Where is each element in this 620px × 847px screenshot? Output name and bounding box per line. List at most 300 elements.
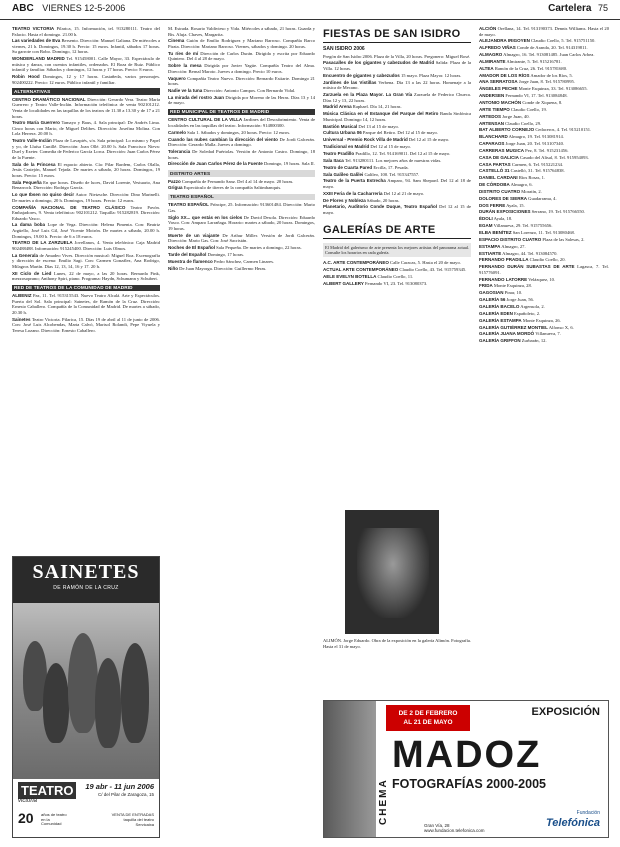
ad-chema-label: CHEMA: [378, 778, 389, 825]
listing-name: CASTELLÓ 31: [479, 168, 510, 174]
listing-entry: [479, 79, 609, 85]
column-1: [12, 26, 160, 546]
listing-entry: [479, 127, 609, 133]
listing-name: DANIEL CARDANI: [479, 175, 518, 181]
listing-entry: [12, 192, 160, 203]
listing-name: TEATRO VICTORIA: [12, 26, 55, 31]
listing-name: Zarzuela en la Plaza Mayor. La Gran Vía: [323, 92, 413, 98]
listing-name: BLANCHARD: [479, 134, 508, 140]
listing-name: Sala de la Princesa: [12, 161, 56, 167]
listing-entry: [479, 338, 609, 344]
listing-entry: [168, 95, 315, 106]
listing-text: Paz, 11. Tel. 915315543. Nuevo Teatro Alcalá. Arte y Espectáculos. Puerta del Sol. Sala principal: Sainetes, de Ramón de la Cruz. Dirección: Ernesto Caballero. Compañía de la Comunidad de Madrid. De martes a sábado, 20.30 h.: [12, 293, 160, 316]
listing-entry: [168, 130, 315, 136]
listing-text: Jorge Juan, 56.: [506, 297, 534, 303]
listing-text: De Jordi Galcerán. Dirección: Gerardo Malla. Jueves a domingo.: [168, 136, 315, 148]
listing-name: GAGOSIAN: [479, 290, 504, 296]
galerias-title: GALERÍAS DE ARTE: [323, 224, 471, 239]
listing-name: Cuando las nubes cambian la dirección del viento: [168, 136, 278, 142]
listing-text: El espacio abierto. Cía: Pilar Bardem, Carlos Olalla, Jesús Castejón, Manuel Tejada. De martes a sábado, 20 horas. Domingos, 19 horas. Precio: 15 euros.: [12, 161, 160, 178]
listing-text: Serrano, 19. Tel. 915766550.: [531, 209, 585, 215]
listing-name: EGAM: [479, 223, 493, 229]
listing-name: ARTEDOS: [479, 113, 502, 119]
listing-text: Ayala, 15.: [506, 202, 525, 208]
listing-entry: [168, 117, 315, 128]
listing-entry: [323, 130, 471, 136]
listing-text: Almagro, 6.: [510, 182, 533, 188]
gallery-caption: ALIMÓN. Jorge Eduardo. Obra de la exposición en la galería Alimón. Fotografía. Hasta el 31 de mayo.: [323, 638, 471, 649]
listing-text: Monte Esquinza, 33. Tel. 913086655.: [518, 86, 588, 92]
listing-entry: [12, 74, 160, 85]
listing-name: Sala Galileo Galilei: [323, 171, 364, 177]
listing-text: Tamayo y Baus, 4. Sala principal: De Andrés Lima. Cinco horas con Mario, de Miguel Delibes. Dirección: Josefina Molina. Con Lola Herrera. 20.00 h.: [12, 120, 160, 137]
listing-name: ACTUAL ARTE CONTEMPORÁNEO: [323, 266, 399, 272]
listing-entry: [168, 26, 315, 37]
listing-entry: [479, 86, 609, 92]
listing-text: Del 12 al 15 de mayo.: [408, 137, 450, 143]
listing-text: Claudio Coello, 11.: [377, 273, 414, 279]
listing-text: Conde de Aranda, 20. Tel. 914319811.: [516, 45, 588, 51]
listing-entry: [479, 311, 609, 317]
listing-name: Teatro Pradillo: [323, 151, 355, 157]
listing-entry: [168, 38, 315, 49]
listing-name: GALERÍA EDEN: [479, 310, 513, 316]
madoz-exhibition-advertisement[interactable]: [323, 700, 609, 838]
listing-name: ALBENIZ: [12, 293, 32, 299]
listing-entry: [479, 283, 609, 289]
ad-title: SAINETES: [32, 561, 140, 583]
listing-name: Sala Itaca: [323, 157, 344, 163]
section-band-distrito-artes: DISTRITO ARTES: [168, 170, 315, 177]
listing-text: Domingos, 12 y 17 horas. Castañeda, varios personajes. 902400222. Precio: 12 euros. Público infantil y familiar.: [12, 74, 160, 85]
listing-name: ANDERSEN: [479, 93, 505, 99]
listing-text: Sala Pequeña. De martes a domingo, 22 horas.: [216, 245, 302, 251]
listing-name: XII Ciclo de Lied: [12, 270, 52, 276]
listing-text: Jorge Juan, 40.: [502, 113, 530, 119]
listing-text: Claudio Coello, 43. Tel. 915759345.: [399, 266, 467, 272]
listing-entry: [479, 175, 609, 181]
listing-text: Calle Caracas, 5. Hasta el 20 de mayo.: [390, 259, 461, 265]
listing-name: GALERÍA BACELO: [479, 304, 520, 309]
listing-text: Castelló, 31. Tel. 915764838.: [510, 168, 565, 174]
masthead-left: [12, 3, 125, 14]
listing-name: GALERÍA JUANA MORDÓ: [479, 331, 535, 337]
listing-text: De Soledad Puértolas. Versión de Antonio Castro. Domingo, 18 horas.: [168, 149, 315, 160]
listing-text: Pilarica, 15. Información, tel. 913280111. Teatro del Palacio. Hasta el domingo. 21.00 h.: [12, 26, 160, 37]
listing-name: BAT ALBERTO CORNEJO: [479, 127, 535, 133]
listing-name: A.C. ARTE CONTEMPORÁNEO: [323, 259, 389, 265]
listing-text: Salida: Plaza de la Villa. 12 horas.: [323, 60, 471, 71]
ad-madoz-title: MADOZ: [392, 734, 542, 776]
listing-text: Ramón de la Cruz, 26. Tel. 915781680.: [494, 65, 568, 71]
listing-name: Teatro de la Puerta Estrecha: [323, 178, 386, 184]
listing-entry: [168, 76, 315, 87]
listing-name: DOLORES DE SIERRA: [479, 195, 528, 201]
listing-text: Fernando VI, 23. Tel. 913080373.: [365, 280, 428, 286]
listing-name: Cultura Urbana 06: [323, 130, 362, 136]
sainetes-advertisement[interactable]: [12, 556, 160, 838]
listing-entry: [323, 172, 471, 178]
listing-name: Pazzo: [168, 178, 181, 184]
listing-text: Moratín, 2.: [521, 188, 542, 194]
listing-text: Tel. 915458001. Calle Mayor, 33. Espectáculo de música y danza, con cuentos infantiles, ordenados. El Boza de Ruiz. Público infantil y familiar. Sábados y domingos, 12 horas y 17 horas. Precio: 8 euros.: [12, 56, 160, 73]
listing-entry: [479, 257, 609, 263]
listing-entry: [168, 233, 315, 244]
listing-entry: [479, 134, 609, 140]
listing-name: ÉDOLI: [479, 216, 493, 222]
listing-entry: [479, 162, 609, 168]
listing-text: Zarzuela de Federico Chueca. Días 12 y 13, 22 horas.: [323, 92, 471, 103]
listing-entry: [479, 114, 609, 120]
listing-entry: [479, 216, 609, 222]
san-isidro-subhead: SAN ISIDRO 2006: [323, 46, 365, 52]
listing-entry: [323, 198, 471, 204]
ad-exposicion-label: EXPOSICIÓN: [531, 706, 600, 718]
listing-text: Plaza de las Salesas, 2.: [542, 236, 585, 242]
listing-entry: [479, 304, 609, 310]
listing-entry: [168, 51, 315, 62]
listing-text: Compañía Teatro Nuevo. Dirección: Bernardo Estiarte. Domingo 21 horas.: [168, 75, 315, 87]
listing-entry: [323, 111, 471, 122]
listing-name: TEATRO ESPAÑOL: [168, 202, 209, 208]
listing-entry: [479, 66, 609, 72]
listing-entry: [12, 56, 160, 73]
gallery-photo: [323, 508, 471, 636]
listing-entry: [168, 88, 315, 94]
listing-text: Domingo, 17 horas.: [207, 252, 245, 258]
listing-name: ALBERT GALLERY: [323, 280, 364, 286]
gallery-photo-frame: [345, 510, 439, 634]
listing-name: Bastión Musical: [323, 123, 358, 129]
ad-subtitle: DE RAMÓN DE LA CRUZ: [53, 585, 119, 591]
listing-name: FERNANDO LATORRE: [479, 276, 528, 282]
gallery-photo-subject: [357, 528, 429, 618]
masthead-right: [548, 3, 608, 14]
listing-name: Vaquero: [168, 75, 186, 81]
listing-text: Jardines del Descubrimiento. Venta de localidades en las taquillas del teatro. Información: 914800300.: [168, 117, 315, 128]
listing-entry: [479, 244, 609, 250]
listing-entry: [479, 277, 609, 283]
listing-entry: [323, 92, 471, 103]
listing-text: Sábado, 20 horas.: [366, 197, 400, 203]
brand-logo: ABC: [12, 3, 34, 14]
listing-entry: [12, 253, 160, 270]
listing-entry: [168, 161, 315, 167]
listing-name: ÁNGELES PECHE: [479, 86, 518, 92]
ad-ticket-info: VENTA DE ENTRADAS taquilla del teatro Servicaixa: [111, 812, 154, 827]
listing-name: Planetario, Auditorio Conde Duque, Teatro Español: [323, 204, 438, 210]
listing-name: CARRERAS MUGICA: [479, 147, 524, 153]
listing-name: Robin Hood: [12, 74, 40, 80]
listing-entry: [479, 331, 609, 337]
listing-name: DISTRITO CUATRO: [479, 188, 521, 194]
listing-entry: [168, 259, 315, 265]
listing-text: Galileo, 100. Tel. 915347557.: [364, 171, 420, 177]
listing-entry: [479, 230, 609, 236]
listing-entry: [323, 54, 471, 60]
listing-entry: [12, 317, 160, 334]
listing-text: Casado del Alisal, 8. Tel. 915954093.: [520, 154, 589, 160]
listing-text: Del 12 al 21 de mayo.: [383, 190, 425, 196]
listing-text: Alfonso X, 6.: [548, 324, 574, 330]
listing-text: Pradillo, 12. Tel. 914169011. Del 12 al 15 de mayo.: [355, 151, 451, 157]
listing-name: Sainetes: [12, 316, 31, 322]
listing-entry: [479, 168, 609, 174]
listing-text: Cedaceros, 4. Tel. 915210151.: [535, 127, 592, 133]
listing-name: FRIDA: [479, 283, 493, 289]
listing-name: Jardines de las Vistillas: [323, 79, 377, 85]
listing-entry: [168, 215, 315, 232]
listing-text: Amparo, 94. Sam Shepard. Del 12 al 18 de mayo.: [323, 178, 471, 189]
listing-text: Monte Esquinza, 28.: [493, 283, 532, 289]
listing-text: Autor: Nietzsche. Dirección: Dino Marinelli. De martes a domingo, 20 h. Domingos, 19 horas. Precio: 12 euros.: [12, 192, 160, 203]
listing-name: Música Clásica en el Estanque del Parque del Retiro: [323, 111, 439, 117]
listing-text: Dirigida por Javier Yagüe. Compañía Teatro del Alma. Dirección: Bernal Maroto. Jueves a domingo. Precio 10 euros.: [168, 63, 315, 74]
listing-entry: [323, 204, 471, 215]
listing-text: De David Desola. Dirección: Eduardo Vasco. Con: Amparo Larrañaga. Horario: martes a sábado, 20 horas. Domingos, 19 horas.: [168, 214, 315, 231]
section-band-red-municipal: RED MUNICIPAL DE TEATROS DE MADRID: [168, 109, 315, 116]
listing-entry: [323, 178, 471, 189]
listing-text: Tel. 913280111. Los mejores años de nuestras vidas.: [344, 157, 442, 163]
listing-text: Dirección: Antonio Campos. Con Bernardo Vidal.: [203, 87, 296, 93]
listing-text: Amador de los Ríos, 5.: [530, 72, 573, 78]
listing-entry: [12, 180, 160, 191]
listing-entry: [479, 93, 609, 99]
listing-text: Jorge Juan, 20. Tel. 913107340.: [505, 141, 565, 147]
listing-name: CENTRO DRAMÁTICO NACIONAL: [12, 96, 86, 102]
listing-entry: [168, 266, 315, 272]
listing-text: M. Estrada. Rosario Valdivieso y Vida. Miércoles a sábado, 21 horas. Guarda y Bis. Aluja. Chaves, Margarita.: [168, 26, 315, 37]
section-name: Cartelera: [548, 3, 592, 14]
listing-entry: [168, 137, 315, 148]
listing-name: Tolerancia: [168, 149, 191, 155]
listing-entry: [323, 73, 471, 79]
listing-name: Muestra de flamenco: [168, 258, 213, 264]
listing-text: Jorge Juan, 8. Tel. 915780995.: [518, 79, 575, 85]
ad-footer: [13, 779, 159, 837]
listing-name: Las variedades de Eva: [12, 38, 61, 44]
listing-name: ALEJANDRA IRIGOYEN: [479, 38, 530, 44]
listing-entry: [479, 223, 609, 229]
listing-text: Pez, 8. Tel. 915231456.: [525, 147, 569, 153]
listing-name: CENTRO CULTURAL DE LA VILLA: [168, 117, 243, 123]
listing-text: Bersento. Dirección: Manuel Galiana. De miércoles a viernes, 21 h. Domingos, 19.30 h. Precio: 15 euros. Infantil, sábados 17 horas. Su garrote con Bobo. Domingo, 12 horas.: [12, 38, 160, 55]
listing-text: Lope de Vega. Dirección: Helena Pimenta. Con: Beatriz Argüello, José Luis Gil, José Vicente Moirón. De martes a sábado, 20.00 h. Domingos, 19.00 h. Precio: de 6 a 18 euros.: [12, 222, 160, 239]
listing-text: Teatro Pavón. Embajadores, 9. Venta telefónica: 902101212. Taquilla: 915282819. Dirección: Eduardo Vasco.: [12, 204, 160, 221]
listing-name: FERNANDO DURÁN SUBASTAS DE ARTE: [479, 264, 575, 270]
listing-text: Dirigida por Moreno de las Heras. Días 13 y 14 de mayo.: [168, 94, 315, 106]
listing-name: Grigua: [168, 185, 183, 191]
listing-text: Monte Esquinza, 26.: [522, 317, 561, 323]
listing-entry: [479, 264, 609, 275]
issue-date: VIERNES 12-5-2006: [42, 3, 126, 13]
ad-header: [13, 557, 159, 603]
listing-text: De Juan Mayorga. Dirección: Guillermo Heras.: [179, 265, 267, 271]
listing-entry: [479, 237, 609, 243]
listing-entry: [479, 73, 609, 79]
listing-text: Villanueva, 29. Tel. 915755656.: [493, 223, 553, 229]
section-band-red-teatros: RED DE TEATROS DE LA COMUNIDAD DE MADRID: [12, 285, 160, 292]
listing-entry: [479, 121, 609, 127]
ad-venue: C/ del Pilar de Zaragoza, 15: [97, 792, 154, 797]
listing-name: FERNANDO PRADILLA: [479, 257, 529, 263]
listing-name: ALMAGRO: [479, 52, 503, 58]
listing-name: CASA PARTAS: [479, 161, 511, 167]
listing-text: Parque del Retiro. Del 12 al 15 de mayo.: [362, 130, 438, 136]
listing-entry: [479, 59, 609, 65]
listing-name: ALMIRANTE: [479, 58, 506, 64]
listing-name: Cinema: [168, 38, 185, 44]
listing-name: GALERÍA GRIFFON: [479, 338, 521, 344]
listing-text: Banda Sinfónica Municipal. Domingo 14, 12 horas.: [323, 111, 471, 122]
listing-text: Orellana, 14. Tel. 913190373. Dennis Williams. Hasta el 20 de mayo.: [479, 26, 609, 37]
ad-photo: [324, 701, 376, 837]
listing-name: DE CÓRDOBA: [479, 182, 510, 188]
listing-entry: [12, 205, 160, 222]
listing-entry: [323, 281, 471, 287]
ad-fotos-subtitle: FOTOGRAFÍAS 2000-2005: [392, 777, 546, 791]
listing-text: San Lorenzo, 11. Tel. 913080468.: [512, 230, 575, 236]
listing-entry: [323, 104, 471, 110]
listing-text: Guión de Emilio Rodriguez y Mariano Barroso. Compañía Barco Pirata. Dirección: Mariano Barroso. Viernes, sábados y domingo. 20 horas.: [168, 38, 315, 49]
listing-text: Sala 1. Sábados y domingos, 20 horas. Precio: 12 euros.: [187, 129, 291, 135]
listing-name: AMADOR DE LOS RÍOS: [479, 72, 530, 78]
listing-text: Almagro, 16. Tel. 913081485. Juan Carlos Arbea.: [503, 52, 595, 58]
listing-name: ALFREDO VIÑAS: [479, 45, 516, 51]
listing-name: Tu ríes de mí: [168, 50, 199, 56]
listing-text: Pregón de San Isidro 2006. Plaza de la Villa, 20 horas. Pregonero: Miguel Bosé.: [323, 53, 471, 59]
listing-entry: [168, 185, 315, 191]
listing-text: En que horas. Diseño de luces, David Lorente, Vestuario, Ana Benarroch. Dirección: Rodrigo García.: [12, 179, 160, 191]
listing-text: Del 13 al 15 de mayo.: [358, 123, 399, 129]
listing-name: Pasacalles de los gigantes y cabezudos de Madrid: [323, 60, 435, 66]
listing-entry: [168, 252, 315, 258]
listing-text: Lunes, 22 de mayo, a las 20 horas. Bernarda Fink, mezzosoprano; Anthony Spiri, piano. Programa: Haydn, Schumann y Schubert.: [12, 270, 160, 282]
listing-entry: [323, 165, 471, 171]
listing-name: GALERÍA 56: [479, 297, 506, 303]
listing-text: Compañía de Fernando Sanz. Del 4 al 14 de mayo. 20 horas.: [181, 178, 294, 184]
listing-name: GALERÍA GUTIÉRREZ MONTIEL: [479, 324, 548, 330]
listing-entry: [479, 107, 609, 113]
listing-entry: [12, 271, 160, 282]
ad-victoria-label: victoria: [18, 798, 38, 804]
listing-name: ESPACIO DISTRITO CUATRO: [479, 236, 542, 242]
listing-text: Teatro Victoria. Pilarica, 15. Días 19 de abril al 11 de junio de 2006. Con: José Luis Alcobendas, Marta Calvó, Marisol Rolandi, Pepe Viyuela y Teresa Lozano. Dirección: Ernesto Caballero.: [12, 316, 160, 333]
listing-name: ARTE TIEMPO: [479, 106, 510, 112]
listing-entry: [479, 100, 609, 106]
listing-name: WONDERLAND MADRID: [12, 56, 65, 62]
listing-entry: [479, 325, 609, 331]
listing-entry: [12, 26, 160, 37]
listing-text: Dirección: Gerardo Vera. Teatro María Guerrero y Teatro Valle-Inclán. Información telefónica de venta 902101212. Venta de localidades en las taquillas de los teatros de 11.30 a 13.30 y de 17 a 21 horas.: [12, 96, 160, 119]
listing-name: La Generala: [12, 252, 39, 258]
listing-entry: [479, 203, 609, 209]
listing-entry: [323, 158, 471, 164]
listing-name: DURÁN EXPOSICIONES: [479, 209, 531, 215]
listing-entry: [168, 63, 315, 74]
listing-name: Muerte de un viajante: [168, 232, 220, 238]
listing-name: Madrid Arena: [323, 104, 352, 110]
listing-name: La mirada del rostro Juan: [168, 94, 224, 100]
listing-text: Carmen, 6. Tel. 915221234.: [511, 161, 564, 167]
listing-entry: [479, 182, 609, 188]
listing-text: Claudio Coello, 20.: [529, 257, 566, 263]
listing-name: Tarde del Español: [168, 252, 207, 258]
listing-text: Velázquez, 10.: [528, 276, 556, 282]
listing-entry: [12, 240, 160, 251]
listing-text: Argensola, 2.: [520, 304, 545, 309]
listing-entry: [479, 189, 609, 195]
listing-entry: [12, 293, 160, 315]
listing-name: ELBA BENÍTEZ: [479, 230, 512, 236]
listing-text: Del 12 al 15 de mayo.: [323, 204, 471, 216]
listing-text: Almirante, 5. Tel. 915216781.: [506, 58, 562, 64]
listing-entry: [168, 202, 315, 213]
listing-entry: [323, 137, 471, 143]
masthead: [0, 0, 620, 20]
fiestas-title: FIESTAS DE SAN ISIDRO: [323, 28, 471, 43]
listing-name: Noches de El Español: [168, 245, 216, 251]
listing-entry: [12, 138, 160, 160]
galerias-notice: El Madrid del galerismo de arte presenta los mejores artistas del panorama actual. Consulte los horarios en cada galería.: [323, 243, 471, 257]
section-band-alternativas: ALTERNATIVAS: [12, 88, 160, 95]
listing-name: Dirección de Juan Carlos Pérez de la Fuente: [168, 161, 263, 167]
ad-artwork: [13, 603, 159, 781]
ad-anniversary: 20: [18, 810, 34, 826]
listing-name: Carmelo: [168, 129, 187, 135]
listing-text: De Arthur Miller. Versión de Jordi Galcerán. Dirección: Mario Gas. Con: José Sacristán.: [168, 232, 315, 244]
listing-text: Claudio Coello, 5. Tel. 915751150.: [531, 38, 596, 44]
listing-text: Ercilla, 17. Pesada.: [373, 164, 409, 170]
listing-entry: [479, 52, 609, 58]
listing-name: CASA DE GALICIA: [479, 154, 519, 160]
listing-name: ARTENSAN: [479, 120, 505, 126]
listing-entry: [323, 267, 471, 273]
listing-text: Almagro, 27.: [501, 243, 526, 249]
column-2: [168, 26, 315, 838]
listing-name: Teatro Valle-Inclán: [12, 138, 52, 144]
listing-name: ANTONIO MACHÓN: [479, 99, 522, 105]
listing-text: Verbena. Día 13 a las 22 horas. Homenaje a la música de Mecano.: [323, 79, 471, 91]
ad-date-box: DE 2 DE FEBRERO AL 21 DE MAYO: [386, 705, 470, 731]
listing-name: Teatro de Cuarta Pared: [323, 164, 373, 170]
listing-text: Claudio Coello, 19.: [510, 106, 547, 112]
listing-text: Conde de Xiquena, 8.: [522, 99, 563, 105]
listing-entry: [168, 149, 315, 160]
listing-entry: [479, 196, 609, 202]
column-3: [323, 26, 471, 504]
listing-text: de Amadeo Vives. Dirección musical: Miguel Roa. Escenografía y dirección de escena: Emilio Sagi. Con: Carmen González, Ana Rodrigo, Milagros Martín. Días 12, 13, 14, 16 y 17. 20 h.: [12, 252, 160, 269]
listing-text: Almagro, 44. Tel. 913084570.: [502, 250, 558, 256]
listing-name: Universal - Premio Rock Villa de Madrid: [323, 137, 408, 143]
listing-name: ALCIÓN: [479, 26, 497, 31]
listing-text: Villanueva, 7.: [535, 331, 561, 337]
listing-name: De Flores y Nobleza: [323, 197, 366, 203]
listing-entry: [12, 97, 160, 119]
ad-dates: 19 abr - 11 jun 2006: [85, 782, 154, 791]
listing-name: La dama boba: [12, 222, 46, 228]
listing-entry: [168, 179, 315, 185]
listing-entry: [323, 80, 471, 91]
ad-anniversary-sub: años de teatro en la Comunidad: [41, 812, 67, 826]
listing-entry: [12, 120, 160, 137]
listing-entry: [323, 60, 471, 71]
listing-entry: [323, 260, 471, 266]
listing-text: Jovellanos, 4. Venta telefónica: Caja Madrid 902488488. Información: 915245400. Dirección: Luis Olmos.: [12, 240, 160, 251]
listing-name: AELE EVELYN BOTELLA: [323, 273, 377, 279]
ad-teatro-label: TEATRO: [18, 782, 76, 799]
listing-entry: [12, 38, 160, 55]
